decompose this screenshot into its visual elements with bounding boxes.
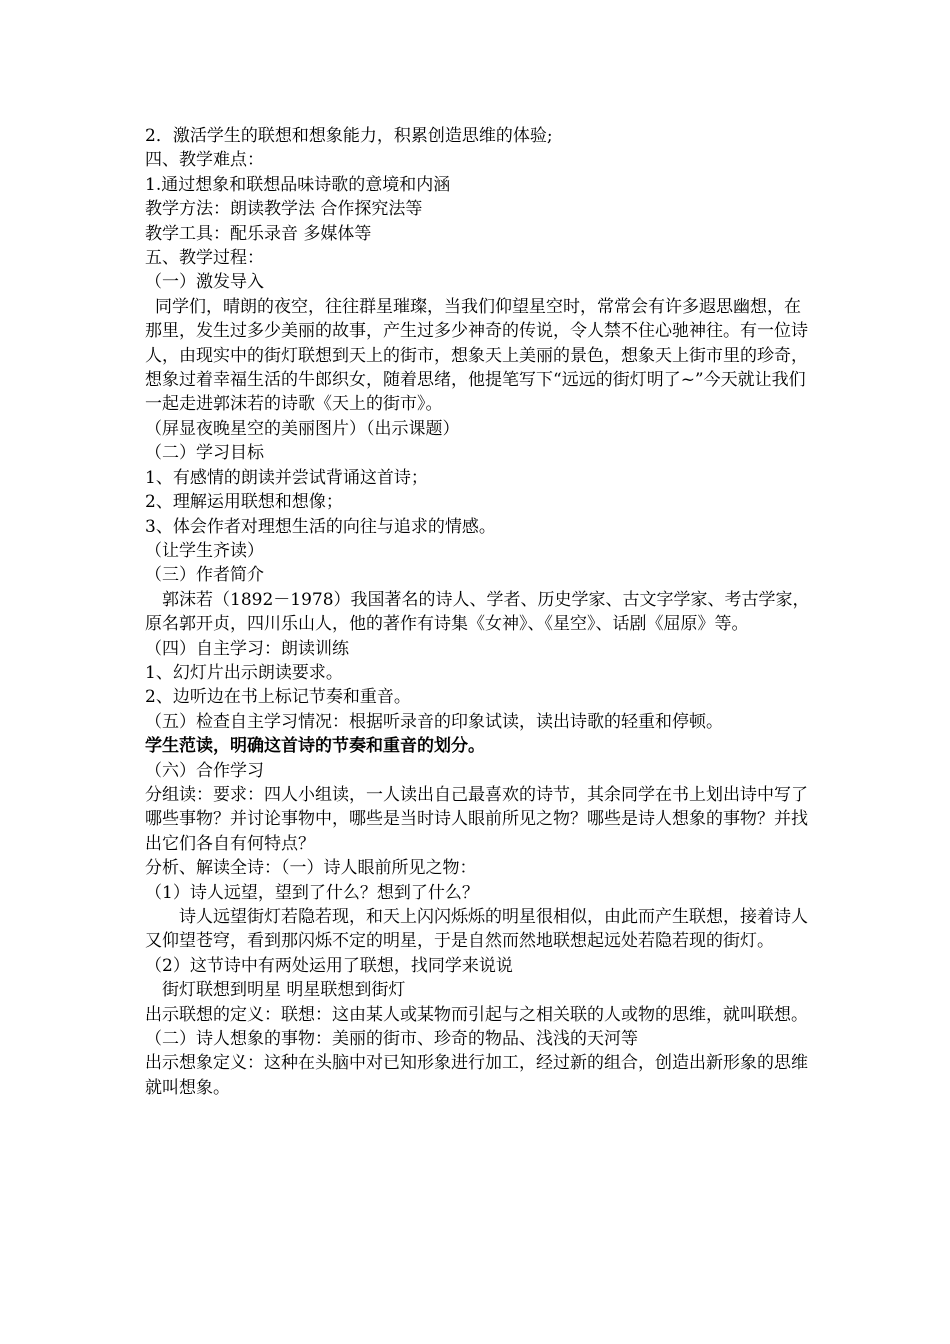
imagined-things: （二）诗人想象的事物：美丽的街市、珍奇的物品、浅浅的天河等 <box>145 1029 638 1050</box>
section-difficulty-heading: 四、教学难点： <box>145 150 264 171</box>
imagination-definition: 出示想象定义：这种在头脑中对已知形象进行加工，经过新的组合，创造出新形象的思维就叫想象。 <box>145 1053 808 1098</box>
step-6-heading: （六）合作学习 <box>145 760 264 781</box>
step-3-heading: （三）作者简介 <box>145 565 264 586</box>
question-2: （2）这节诗中有两处运用了联想，找同学来说说 <box>145 955 513 976</box>
goal-1: 1、有感情的朗读并尝试背诵这首诗； <box>145 467 428 488</box>
teaching-method: 教学方法：朗读教学法 合作探究法等 <box>145 199 423 220</box>
section-process-heading: 五、教学过程： <box>145 248 264 269</box>
intro-paragraph: 同学们，晴朗的夜空，往往群星璀璨，当我们仰望星空时，常常会有许多遐思幽想，在那里，发生过多少美丽的故事，产生过多少神奇的传说，令人禁不住心驰神往。有一位诗人，由现实中的街灯联想到天上的街市，想象天上美丽的景色，想象天上街市里的珍奇，想象过着幸福生活的牛郎织女，随着思绪，他提笔写下“远远的街灯明了~”今天就让我们一起走进郭沫若的诗歌《天上的街市》。 <box>145 296 808 415</box>
difficulty-1: 1.通过想象和联想品味诗歌的意境和内涵 <box>145 174 451 195</box>
self-study-1: 1、幻灯片出示朗读要求。 <box>145 662 343 683</box>
answer-1-paragraph: 诗人远望街灯若隐若现，和天上闪闪烁烁的明星很相似，由此而产生联想，接着诗人又仰望苍穹，看到那闪烁不定的明星，于是自然而然地联想起远处若隐若现的街灯。 <box>145 907 808 952</box>
association-definition: 出示联想的定义：联想：这由某人或某物而引起与之相关联的人或物的思维，就叫联想。 <box>145 1004 808 1025</box>
step-2-heading: （二）学习目标 <box>145 443 264 464</box>
answer-2: 街灯联想到明星 明星联想到街灯 <box>162 980 406 1001</box>
step-5-heading: （五）检查自主学习情况：根据听录音的印象试读，读出诗歌的轻重和停顿。 <box>145 711 723 732</box>
objective-2: 2．激活学生的联想和想象能力，积累创造思维的体验; <box>145 126 553 146</box>
question-1: （1）诗人远望，望到了什么？想到了什么？ <box>145 882 479 903</box>
step-4-heading: （四）自主学习：朗读训练 <box>145 638 349 659</box>
analysis-heading: 分析、解读全诗：（一）诗人眼前所见之物： <box>145 858 477 879</box>
step-1-heading: （一）激发导入 <box>145 272 264 293</box>
slide-note: （屏显夜晚星空的美丽图片）（出示课题） <box>145 418 460 439</box>
document-body <box>145 124 813 1100</box>
self-study-2: 2、边听边在书上标记节奏和重音。 <box>145 687 411 708</box>
author-paragraph: 郭沫若（1892－1978）我国著名的诗人、学者、历史学家、古文字学家、考古学家，原名郭开贞，四川乐山人，他的著作有诗集《女神》、《星空》、话剧《屈原》等。 <box>145 589 810 635</box>
teaching-tools: 教学工具：配乐录音 多媒体等 <box>145 223 372 244</box>
goal-3: 3、体会作者对理想生活的向往与追求的情感。 <box>145 516 496 537</box>
group-reading-paragraph: 分组读：要求：四人小组读，一人读出自己最喜欢的诗节，其余同学在书上划出诗中写了哪些事物？并讨论事物中，哪些是当时诗人眼前所见之物？哪些是诗人想象的事物？并找出它们各自有何特点？ <box>145 784 808 854</box>
read-together-note: （让学生齐读） <box>145 540 264 561</box>
student-demo-reading: 学生范读，明确这首诗的节奏和重音的划分。 <box>145 736 485 757</box>
goal-2: 2、理解运用联想和想像； <box>145 492 343 513</box>
